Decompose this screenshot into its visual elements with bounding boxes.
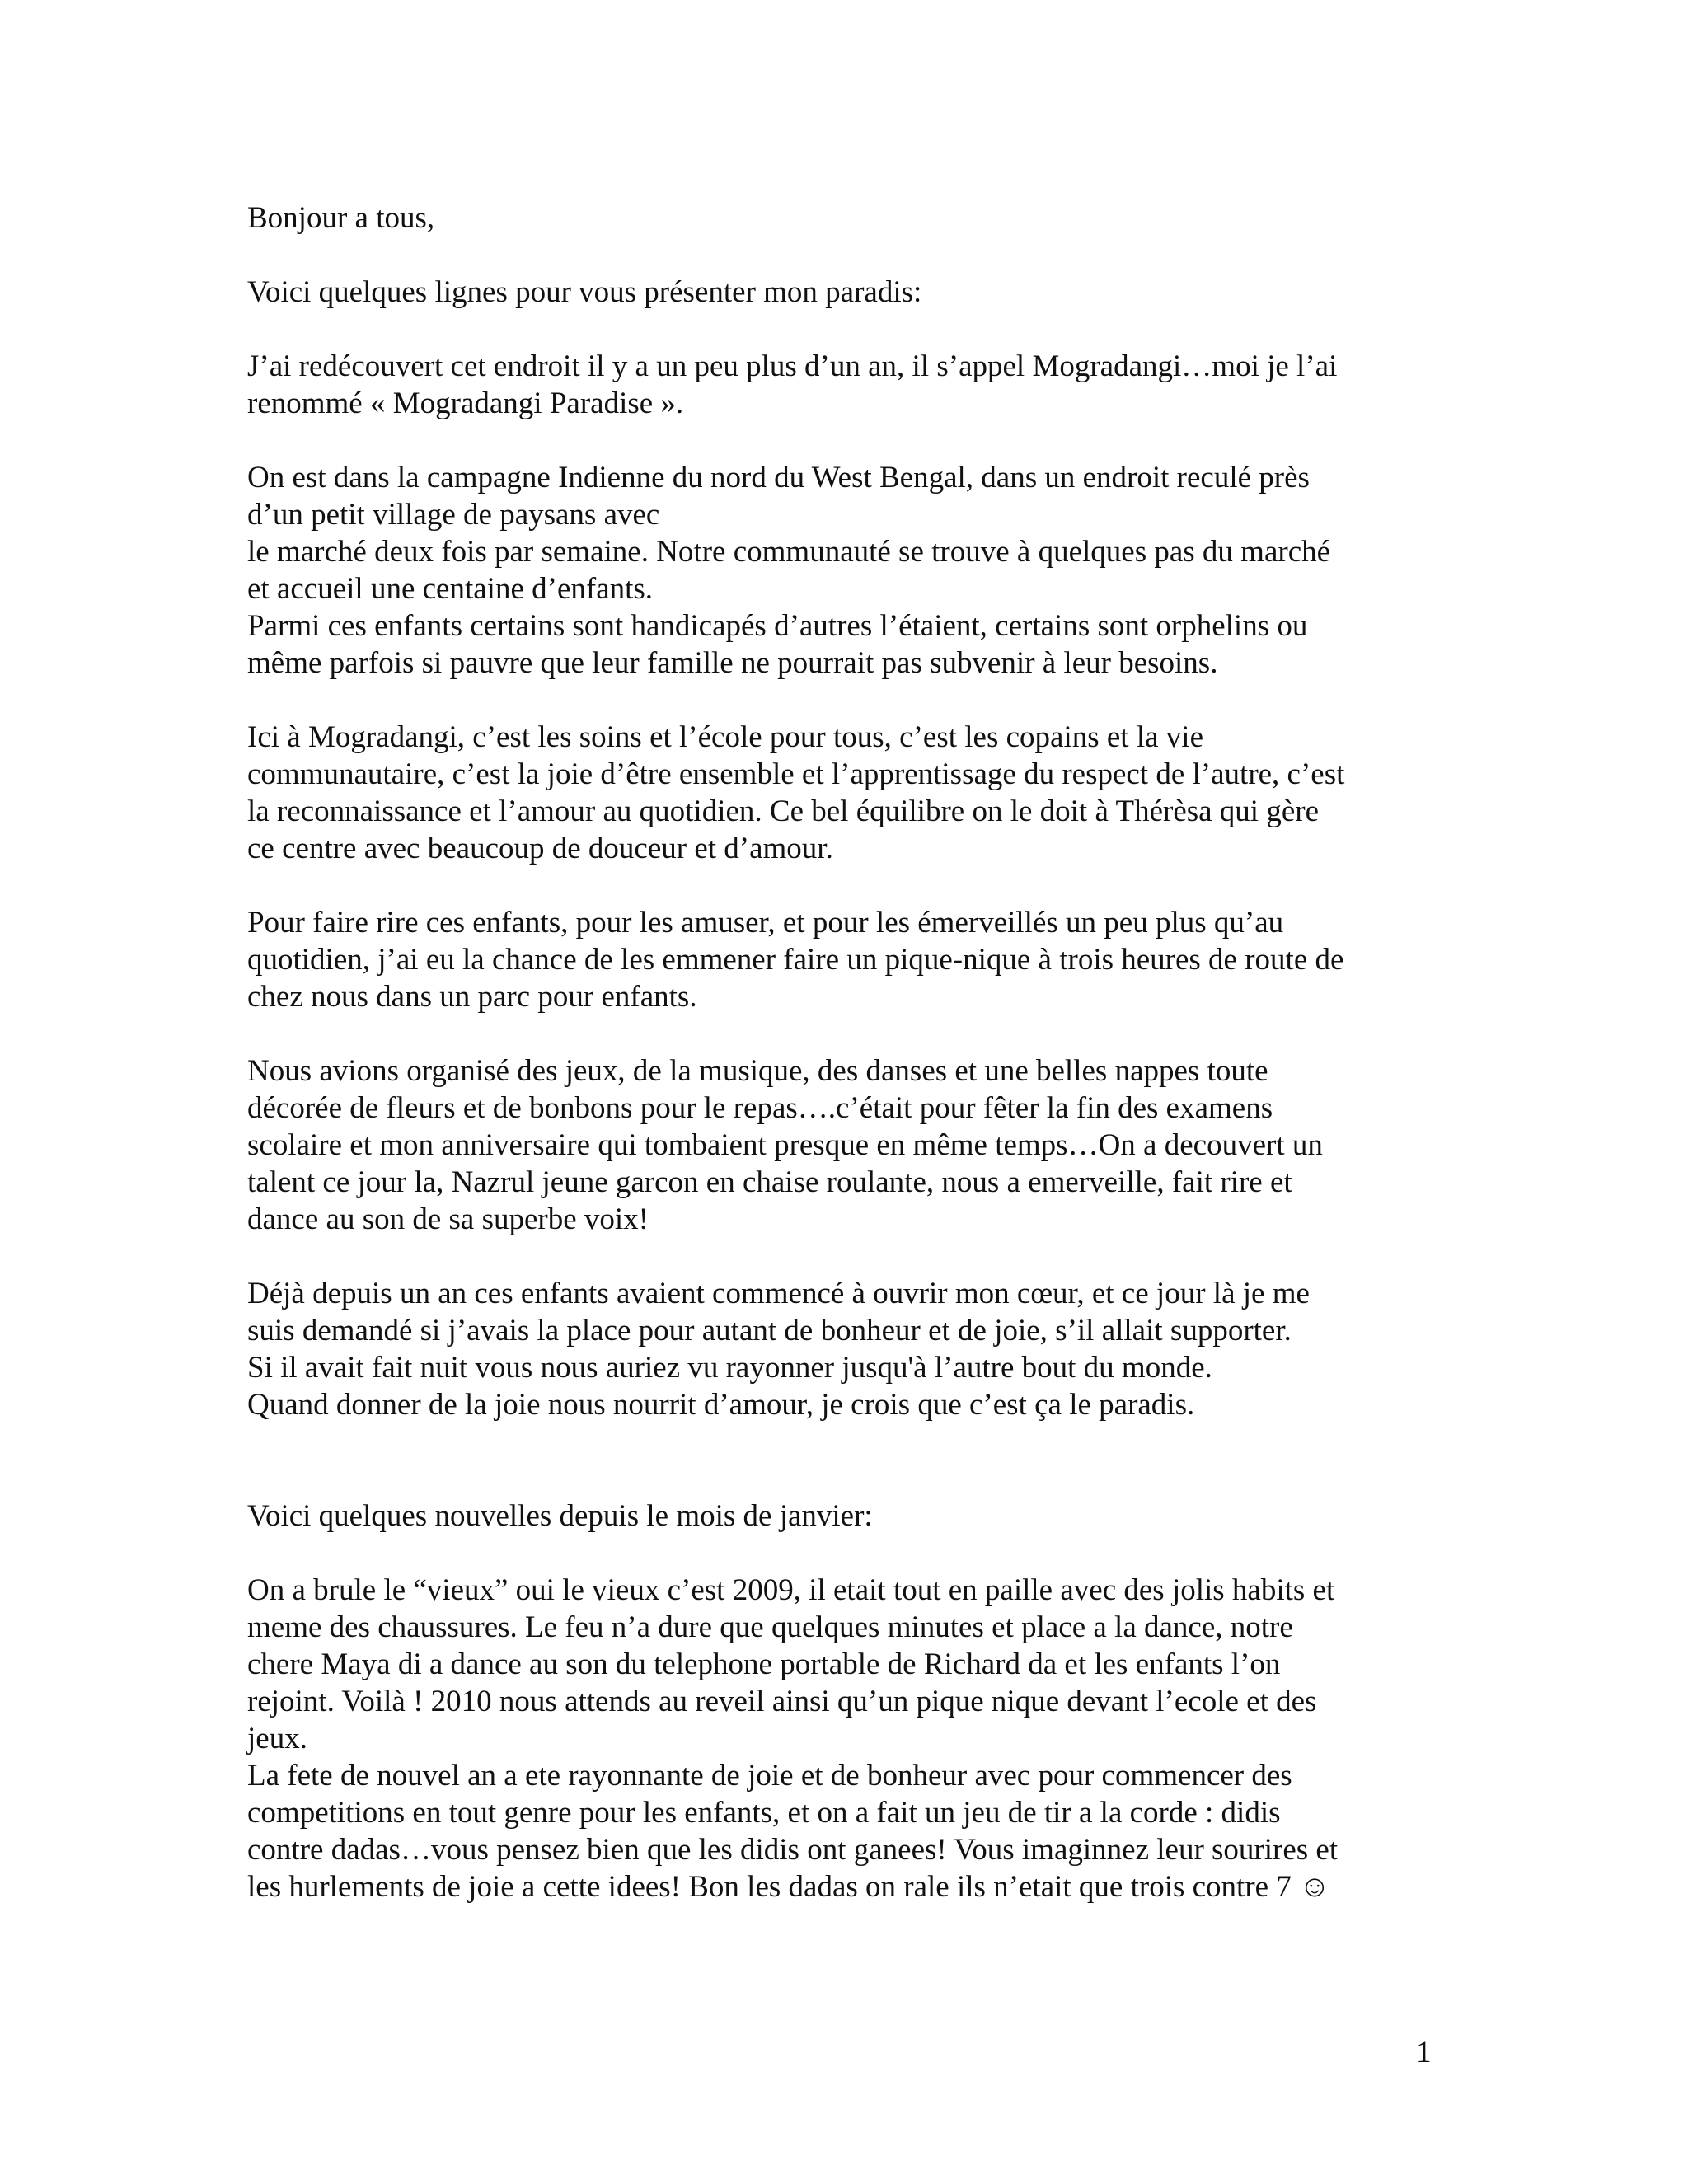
text-line: jeux. [247,1722,307,1755]
text-line: quotidien, j’ai eu la chance de les emmener faire un pique-nique à trois heures de route de [247,943,1344,977]
text-line: Si il avait fait nuit vous nous auriez vu rayonner jusqu'à l’autre bout du monde. [247,1351,1212,1385]
text-line: meme des chaussures. Le feu n’a dure que quelques minutes et place a la dance, notre [247,1610,1293,1644]
text-line: Parmi ces enfants certains sont handicapés d’autres l’étaient, certains sont orphelins ou [247,609,1308,643]
paragraph-new-year [247,1572,1442,1905]
page-number: 1 [1416,2036,1432,2069]
text-line: Quand donner de la joie nous nourrit d’amour, je crois que c’est ça le paradis. [247,1388,1195,1422]
text-line: Ici à Mogradangi, c’est les soins et l’école pour tous, c’est les copains et la vie [247,720,1203,754]
text-line: On a brule le “vieux” oui le vieux c’est 2009, il etait tout en paille avec des jolis habits et [247,1573,1335,1607]
text-line: les hurlements de joie a cette idees! Bon les dadas on rale ils n’etait que trois contre 7 ☺ [247,1870,1330,1904]
greeting-line: Bonjour a tous, [247,201,435,235]
text-line: le marché deux fois par semaine. Notre communauté se trouve à quelques pas du marché [247,535,1331,569]
text-line: renommé « Mogradangi Paradise ». [247,387,684,420]
intro-line: Voici quelques lignes pour vous présenter mon paradis: [247,275,922,309]
text-line: La fete de nouvel an a ete rayonnante de joie et de bonheur avec pour commencer des [247,1759,1292,1793]
intro-paragraph [247,274,1442,311]
text-line: dance au son de sa superbe voix! [247,1202,649,1236]
section-gap [247,1460,1442,1497]
paragraph-celebration [247,1052,1442,1238]
paragraph-picnic [247,904,1442,1015]
text-line: rejoint. Voilà ! 2010 nous attends au reveil ainsi qu’un pique nique devant l’ecole et des [247,1685,1317,1718]
text-line: contre dadas…vous pensez bien que les didis ont ganees! Vous imaginnez leur sourires et [247,1833,1339,1867]
text-line: suis demandé si j’avais la place pour autant de bonheur et de joie, s’il allait supporter. [247,1314,1292,1347]
paragraph-paradise [247,1275,1442,1423]
paragraph-community [247,719,1442,867]
text-line: competitions en tout genre pour les enfants, et on a fait un jeu de tir a la corde : didis [247,1796,1281,1830]
news-intro-paragraph [247,1497,1442,1535]
text-line: Déjà depuis un an ces enfants avaient commencé à ouvrir mon cœur, et ce jour là je me [247,1277,1310,1310]
text-line: et accueil une centaine d’enfants. [247,572,654,606]
text-line: chere Maya di a dance au son du telephone portable de Richard da et les enfants l’on [247,1647,1281,1681]
paragraph-rediscovery [247,348,1442,422]
text-line: On est dans la campagne Indienne du nord du West Bengal, dans un endroit reculé près [247,461,1310,494]
text-line: talent ce jour la, Nazrul jeune garcon en chaise roulante, nous a emerveille, fait rire et [247,1165,1292,1199]
text-line: Nous avions organisé des jeux, de la musique, des danses et une belles nappes toute [247,1054,1268,1088]
text-line: Pour faire rire ces enfants, pour les amuser, et pour les émerveillés un peu plus qu’au [247,906,1284,940]
text-line: d’un petit village de paysans avec [247,498,660,532]
text-line: J’ai redécouvert cet endroit il y a un peu plus d’un an, il s’appel Mogradangi…moi je l’ai [247,349,1338,383]
text-line: décorée de fleurs et de bonbons pour le repas….c’était pour fêter la fin des examens [247,1091,1273,1125]
letter-body [247,199,1442,1905]
text-line: même parfois si pauvre que leur famille ne pourrait pas subvenir à leur besoins. [247,646,1218,680]
text-line: ce centre avec beaucoup de douceur et d’amour. [247,832,833,865]
text-line: chez nous dans un parc pour enfants. [247,980,697,1014]
greeting [247,199,1442,237]
section-gap [247,1423,1442,1460]
news-intro-line: Voici quelques nouvelles depuis le mois de janvier: [247,1499,873,1533]
text-line: communautaire, c’est la joie d’être ensemble et l’apprentissage du respect de l’autre, c’est [247,757,1345,791]
paragraph-location [247,459,1442,682]
text-line: scolaire et mon anniversaire qui tombaient presque en même temps…On a decouvert un [247,1128,1323,1162]
text-line: la reconnaissance et l’amour au quotidien. Ce bel équilibre on le doit à Thérèsa qui gère [247,794,1320,828]
